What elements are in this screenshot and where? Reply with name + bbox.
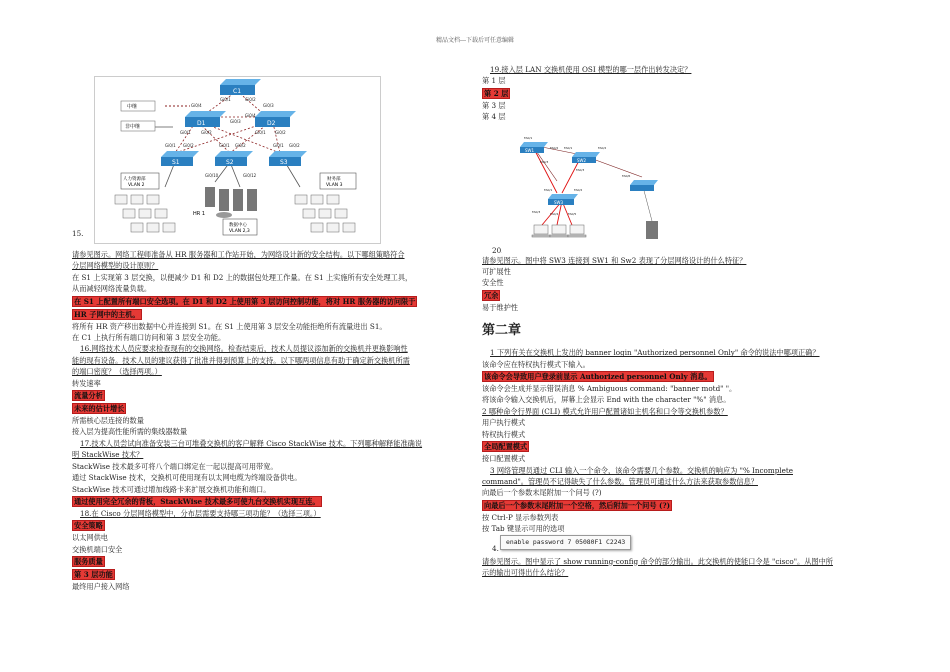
- answer-option: [72, 321, 467, 332]
- question-text: [482, 567, 877, 578]
- port-label: Gi0/2: [275, 130, 286, 135]
- answer-option: [482, 453, 877, 464]
- port-label: Gi0/2: [235, 143, 246, 148]
- question-text: [482, 476, 877, 487]
- line-text: 该命令应在特权执行模式下输入。: [482, 359, 590, 369]
- highlighted-answer: [482, 440, 877, 453]
- label-d2: D2: [267, 120, 276, 127]
- port-label: Gi0/2: [289, 143, 300, 148]
- line-text: 按 Tab 键显示可用的选项: [482, 524, 565, 534]
- line-text: 将所有 HR 资产移出数据中心并连接到 S1。在 S1 上使用第 3 层安全功能拒绝所有流量进出 S1。: [72, 321, 387, 331]
- line-text: 服务质量: [74, 557, 103, 567]
- answer-option: [482, 100, 877, 111]
- answer-option: [72, 544, 467, 555]
- question-text: [72, 366, 467, 377]
- highlighted-answer: [482, 499, 877, 512]
- svg-text:人力资源部: 人力资源部: [123, 177, 146, 182]
- port-label: Gi0/1: [255, 130, 266, 135]
- hr-department-box: [121, 173, 159, 189]
- question-text: [482, 64, 877, 75]
- question-text: [72, 355, 467, 366]
- line-text: 第 1 层: [482, 76, 506, 86]
- highlighted-answer: [72, 295, 467, 308]
- network-diagram-q20: [482, 123, 877, 255]
- question-text: [482, 255, 877, 266]
- port-label: Gi0/1: [219, 143, 230, 148]
- port-label: Gi0/3: [263, 103, 274, 108]
- port-label: FA0/1: [524, 135, 533, 140]
- line-text: 特权执行模式: [482, 429, 526, 439]
- answer-option: [72, 332, 467, 343]
- line-text: 第 3 层功能: [74, 570, 113, 580]
- answer-option: [482, 266, 877, 277]
- port-label: Gi0/12: [243, 173, 257, 178]
- q20-block: [482, 255, 877, 314]
- port-label: FA0/2: [574, 187, 583, 192]
- line-text: 接口配置模式: [482, 454, 526, 464]
- line-text: StackWise 技术最多可将八个端口绑定在一起以提高可用带宽。: [72, 461, 278, 471]
- line-text: 交换机端口安全: [72, 544, 123, 554]
- question-text: [72, 249, 467, 260]
- right-column: [482, 64, 877, 578]
- answer-option: [482, 359, 877, 370]
- question-number: 20.: [492, 245, 504, 255]
- answer-option: [482, 487, 877, 498]
- answer-option: [482, 75, 877, 86]
- server-icon: [646, 221, 658, 239]
- line-text: 分层网络模型的设计原则？: [72, 261, 159, 271]
- line-text: 将该命令输入交换机后，屏幕上会显示 End with the character "%" 消息。: [482, 395, 731, 405]
- svg-text:SW3: SW3: [554, 199, 564, 205]
- line-text: 按 Ctrl-P 显示参数列表: [482, 512, 559, 522]
- line-text: 在 S1 上实现第 3 层交换，以便减少 D1 和 D2 上的数据包处理工作量。在 S1 上实施所有安全处理工具，: [72, 272, 413, 282]
- q19-block: [482, 64, 877, 123]
- line-text: 通过 StackWise 技术，交换机可使用现有以太网电缆为终端设备供电。: [72, 473, 302, 483]
- answer-option: [72, 283, 467, 294]
- line-text: 19.接入层 LAN 交换机使用 OSI 模型的哪一层作出转发决定？: [490, 65, 692, 74]
- question-text: [482, 556, 877, 567]
- line-text: 以太网供电: [72, 533, 108, 543]
- line-text: 2 哪种命令行界面 (CLI) 模式允许用户配置诸如主机名和口令等交换机参数？: [482, 406, 728, 416]
- answer-option: [72, 272, 467, 283]
- question-number: 4.: [492, 543, 499, 553]
- legend-nontrunk: 非中继: [125, 124, 141, 130]
- finance-department-box: [320, 173, 356, 189]
- port-label: FA0/2: [598, 145, 607, 150]
- svg-text:VLAN 2,3: VLAN 2,3: [229, 229, 250, 234]
- port-label: Gi0/2: [245, 97, 256, 102]
- highlighted-answer: [482, 289, 877, 302]
- chapter2-block: [482, 347, 877, 534]
- datacenter-box: [223, 219, 257, 235]
- question-text: [72, 260, 467, 271]
- port-label: Gi0/4: [245, 113, 256, 118]
- line-text: 3 网络管理员通过 CLI 输入一个命令，该命令需要几个参数。交换机的响应为 "% Incomplete: [490, 465, 793, 475]
- highlighted-answer: [72, 402, 467, 415]
- answer-option: [482, 417, 877, 428]
- port-label: FA0/1: [544, 187, 553, 192]
- line-text: 1 下列有关在交换机上发出的 banner login "Authorized personnel Only" 命令的说法中哪项正确？: [490, 348, 820, 358]
- question-text: [72, 508, 467, 519]
- switch-c1: [220, 79, 261, 95]
- line-text: 明 StackWise 技术？: [72, 450, 144, 460]
- question-number: 15.: [72, 229, 84, 238]
- line-text: 安全性: [482, 278, 504, 288]
- switch-sw4: [630, 180, 658, 191]
- line-text: 用户执行模式: [482, 418, 526, 428]
- port-label: FA0/2: [550, 145, 559, 150]
- svg-text:VLAN 2: VLAN 2: [128, 183, 145, 188]
- switch-sw2: [572, 152, 600, 163]
- switch-sw3: [548, 194, 578, 205]
- line-text: 第 3 层: [482, 100, 506, 110]
- port-label: FA0/3: [540, 159, 549, 164]
- line-text: 所需核心层连接的数量: [72, 416, 144, 426]
- label-d1: D1: [197, 120, 206, 127]
- label-s1: S1: [172, 159, 180, 166]
- answer-option: [482, 523, 877, 534]
- port-label: Gi0/1: [165, 143, 176, 148]
- port-label: FA0/3: [576, 167, 585, 172]
- server-icons: [205, 187, 257, 218]
- line-text: 最终用户接入网络: [72, 582, 130, 592]
- line-text: 向最后一个参数末尾附加一个空格，然后附加一个问号 (?): [484, 500, 671, 510]
- line-text: 18.在 Cisco 分层网络模型中，分布层需要支持哪三项功能？（选择三项。）: [80, 508, 321, 518]
- line-text: 请参见图示。图中显示了 show running-config 命令的部分输出。此交换机的使能口令是 "cisco"。从图中所: [482, 556, 833, 566]
- switch-s3: [269, 151, 307, 166]
- answer-option: [72, 472, 467, 483]
- port-label: FA0/3: [532, 209, 541, 214]
- line-text: 在 C1 上执行所有端口访问和第 3 层安全功能。: [72, 333, 226, 343]
- svg-text:SW2: SW2: [577, 157, 587, 163]
- line-text: 接入层为提高性能所需的集线器数量: [72, 427, 188, 437]
- highlighted-answer: [72, 308, 467, 321]
- legend: [121, 101, 190, 131]
- svg-text:数据中心: 数据中心: [229, 223, 247, 228]
- q4-figure: [482, 535, 877, 553]
- line-text: 的端口密度？（选择两项。）: [72, 367, 162, 377]
- highlighted-answer: [482, 370, 877, 383]
- highlighted-answer: [72, 568, 467, 581]
- pc-workstations: [532, 225, 586, 237]
- highlighted-answer: [72, 519, 467, 532]
- line-text: 第 2 层: [484, 88, 509, 98]
- label-c1: C1: [233, 88, 242, 95]
- server-hr1-label: HR 1: [193, 211, 206, 217]
- network-topology-figure: [94, 76, 381, 244]
- svg-text:SW1: SW1: [525, 147, 535, 153]
- line-text: 流量分析: [74, 391, 103, 401]
- running-config-output: enable password 7 05080F1 C2243: [500, 535, 631, 550]
- port-label: FA0/1: [564, 145, 573, 150]
- label-s2: S2: [226, 159, 234, 166]
- line-text: 从而减轻网络流量负载。: [72, 284, 152, 294]
- line-text: 安全策略: [74, 521, 103, 531]
- line-text: command"。管理员不记得缺失了什么参数。管理员可通过什么方法来获取参数信息？: [482, 476, 758, 486]
- svg-text:财务部: 财务部: [327, 177, 341, 182]
- answer-option: [72, 426, 467, 437]
- port-label: Gi0/1: [180, 130, 191, 135]
- question-text: [482, 465, 877, 476]
- line-text: 第 4 层: [482, 112, 506, 122]
- sw-redundancy-figure: [502, 125, 672, 253]
- answer-option: [72, 461, 467, 472]
- port-label: Gi0/2: [183, 143, 194, 148]
- answer-option: [72, 378, 467, 389]
- line-text: 未来的估计增长: [74, 404, 125, 414]
- line-text: 全局配置模式: [484, 442, 528, 452]
- line-text: 向最后一个参数末尾附加一个问号 (?): [482, 488, 602, 498]
- port-label: Gi0/2: [201, 130, 212, 135]
- line-text: HR 子网中的主机。: [74, 309, 140, 319]
- svg-text:VLAN 3: VLAN 3: [326, 183, 343, 188]
- answer-option: [72, 581, 467, 592]
- left-column: [72, 76, 467, 593]
- page-header: 精品文档---下载后可任意编辑: [435, 37, 515, 44]
- answer-option: [72, 415, 467, 426]
- line-text: 该命令会生成并显示错误消息 % Ambiguous command: "banner motd" "。: [482, 384, 737, 394]
- switch-d1: [185, 111, 226, 127]
- label-s3: S3: [280, 159, 288, 166]
- chapter-heading: 第二章: [482, 323, 522, 339]
- line-text: 示的输出可得出什么结论？: [482, 567, 569, 577]
- answer-option: [72, 532, 467, 543]
- line-text: 17.技术人员尝试向准备安装三台可堆叠交换机的客户解释 Cisco StackWise 技术。下列哪种解释能准确说: [80, 438, 423, 448]
- network-diagram-q15: [72, 76, 467, 246]
- port-label: Gi0/1: [220, 97, 231, 102]
- port-label: FA0/6: [622, 173, 631, 178]
- left-text-block: [72, 249, 467, 593]
- legend-trunk: 中继: [127, 104, 138, 110]
- line-text: StackWise 技术可通过增加线路卡来扩展交换机功能和端口。: [72, 484, 271, 494]
- answer-option: [482, 277, 877, 288]
- line-text: 16.网络技术人员应要求检查现有的交换网络。检查结束后，技术人员提议添加新的交换机并更换影响性: [80, 344, 408, 354]
- question-text: [482, 347, 877, 358]
- question-text: [72, 343, 467, 354]
- line-text: 请参见图示。网络工程师准备从 HR 服务器和工作站开始，为网络设计新的安全结构。以下哪组策略符合: [72, 250, 405, 259]
- line-text: 请参见图示。图中将 SW3 连接到 SW1 和 Sw2 表现了分层网络设计的什么特征？: [482, 255, 747, 265]
- line-text: 可扩展性: [482, 267, 511, 277]
- answer-option: [482, 302, 877, 313]
- highlighted-answer: [72, 555, 467, 568]
- port-label: Gi0/1: [273, 143, 284, 148]
- answer-option: [482, 111, 877, 122]
- answer-option: [482, 512, 877, 523]
- answer-option: [72, 484, 467, 495]
- switch-s1: [161, 151, 199, 166]
- line-text: 易于维护性: [482, 302, 518, 312]
- highlighted-answer: [482, 87, 877, 100]
- port-label: Gi0/3: [230, 119, 241, 124]
- answer-option: [482, 394, 877, 405]
- line-text: 该命令会导致用户登录前显示 Authorized personnel Only 消息。: [484, 372, 712, 382]
- answer-option: [482, 429, 877, 440]
- line-text: 冗余: [484, 290, 499, 300]
- port-label: Gi0/10: [205, 173, 219, 178]
- highlighted-answer: [72, 389, 467, 402]
- port-label: FA0/4: [550, 211, 559, 216]
- switch-d2: [255, 111, 296, 127]
- answer-option: [482, 383, 877, 394]
- question-text: [72, 449, 467, 460]
- port-label: Gi0/4: [191, 103, 202, 108]
- q4-text-block: [482, 556, 877, 579]
- switch-sw1: [520, 142, 548, 153]
- question-text: [72, 438, 467, 449]
- question-text: [482, 406, 877, 417]
- highlighted-answer: [72, 495, 467, 508]
- line-text: 通过使用完全冗余的背板，StackWise 技术最多可使九台交换机实现互连。: [74, 496, 320, 506]
- line-text: 能的现有设备。技术人员的建议获得了批准并得到预算上的支持。以下哪两项信息有助于确定新交换机所需: [72, 355, 410, 365]
- switch-s2: [215, 151, 253, 166]
- port-label: FA0/5: [568, 211, 577, 216]
- line-text: 在 S1 上配置所有端口安全选项。在 D1 和 D2 上使用第 3 层访问控制功能，将对 HR 服务器的访问限于: [74, 296, 416, 306]
- line-text: 转发速率: [72, 378, 101, 388]
